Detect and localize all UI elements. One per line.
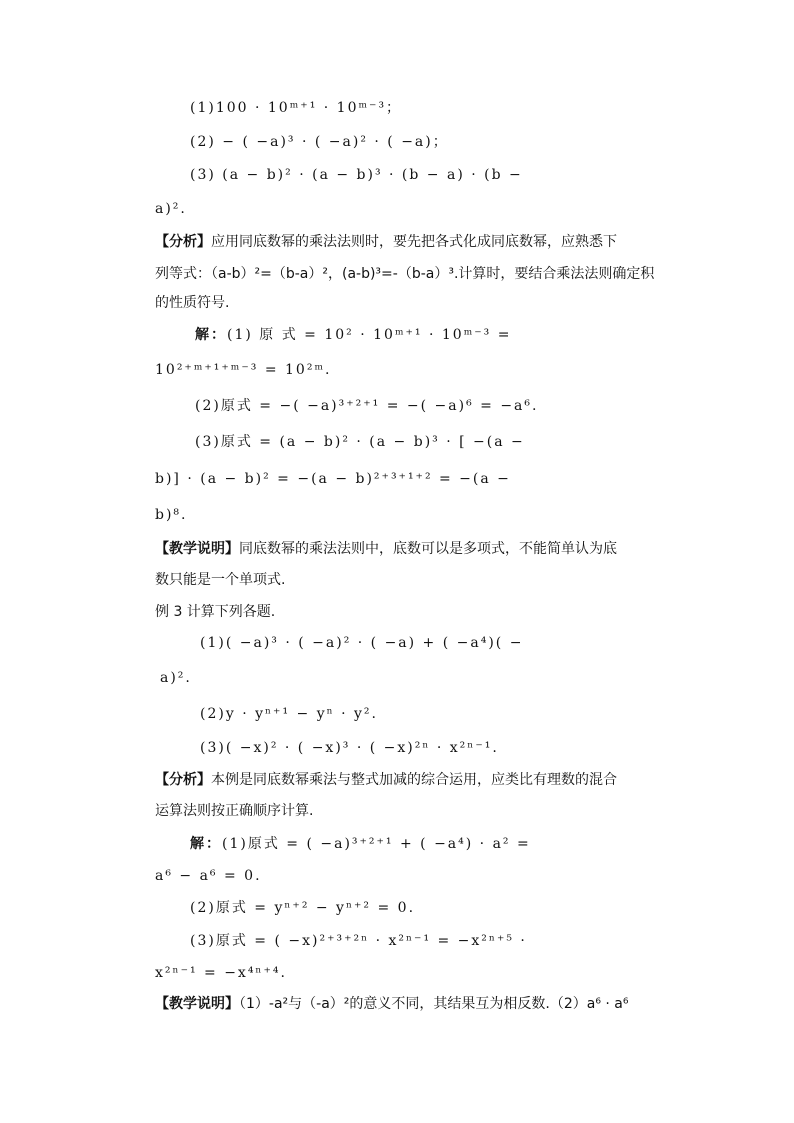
analysis-line-3: 的性质符号. <box>155 295 230 311</box>
problem-2-part-1: (1)100 · 10ᵐ⁺¹ · 10ᵐ⁻³； <box>190 100 403 116</box>
problem-2-part-3: (3) (a − b)² · (a − b)³ · (b − a) · (b − <box>190 167 523 183</box>
example-3-part-2: (2)y · yⁿ⁺¹ − yⁿ · y². <box>200 706 378 722</box>
example-3-part-1: (1)( −a)³ · ( −a)² · ( −a) + ( −a⁴)( − <box>200 635 524 651</box>
analysis-label: 【分析】 <box>155 234 211 250</box>
analysis-line-1: 【分析】应用同底数幂的乘法法则时，要先把各式化成同底数幂，应熟悉下 <box>155 234 617 250</box>
example-3-part-1-cont: a)². <box>160 670 192 686</box>
example-3-part-3: (3)( −x)² · ( −x)³ · ( −x)²ⁿ · x²ⁿ⁻¹. <box>200 740 499 756</box>
problem-2-part-3-cont: a)². <box>155 201 187 217</box>
problem-2-part-2: (2) − ( −a)³ · ( −a)² · ( −a)； <box>190 134 449 150</box>
example-3-title: 例 3 计算下列各题. <box>155 604 276 620</box>
teaching-note-3-line-1: 【教学说明】（1）-a²与（-a）²的意义不同，其结果互为相反数.（2）a⁶ · a⁶ <box>155 996 629 1012</box>
solution-2: (2)原式 = −( −a)³⁺²⁺¹ = −( −a)⁶ = −a⁶. <box>195 398 539 414</box>
analysis-3-label: 【分析】 <box>155 772 211 788</box>
solution-3-1-line-2: a⁶ − a⁶ = 0. <box>155 868 262 884</box>
teaching-note-1-line-2: 数只能是一个单项式. <box>155 572 286 588</box>
solution-3-3-line-2: x²ⁿ⁻¹ = −x⁴ⁿ⁺⁴. <box>155 965 287 981</box>
analysis-line-2: 列等式：（a-b）²=（b-a）²，(a-b)³=-（b-a）³.计算时，要结合乘法法则确定积 <box>155 266 655 282</box>
teaching-note-1-line-1: 【教学说明】同底数幂的乘法法则中，底数可以是多项式，不能简单认为底 <box>155 541 617 557</box>
solution-3-line-1: (3)原式 = (a − b)² · (a − b)³ · [ −(a − <box>195 434 525 450</box>
solution-3-2: (2)原式 = yⁿ⁺² − yⁿ⁺² = 0. <box>190 900 416 916</box>
solution-3-label: 解： <box>190 836 222 852</box>
solution-3-1-line-1: 解：(1)原式 = ( −a)³⁺²⁺¹ + ( −a⁴) · a² = <box>190 836 531 852</box>
analysis-3-line-2: 运算法则按正确顺序计算. <box>155 803 314 819</box>
solution-3-line-3: b)⁸. <box>155 507 188 523</box>
solution-1-line-1: 解：(1) 原 式 = 10² · 10ᵐ⁺¹ · 10ᵐ⁻³ = <box>195 327 512 343</box>
teaching-note-3-label: 【教学说明】 <box>155 996 239 1012</box>
solution-3-3-line-1: (3)原式 = ( −x)²⁺³⁺²ⁿ · x²ⁿ⁻¹ = −x²ⁿ⁺⁵ · <box>190 933 527 949</box>
solution-3-line-2: b)] · (a − b)² = −(a − b)²⁺³⁺¹⁺² = −(a − <box>155 471 511 487</box>
solution-label: 解： <box>195 327 227 343</box>
analysis-3-line-1: 【分析】本例是同底数幂乘法与整式加减的综合运用，应类比有理数的混合 <box>155 772 617 788</box>
solution-1-line-2: 10²⁺ᵐ⁺¹⁺ᵐ⁻³ = 10²ᵐ. <box>155 362 332 378</box>
teaching-note-label: 【教学说明】 <box>155 541 239 557</box>
